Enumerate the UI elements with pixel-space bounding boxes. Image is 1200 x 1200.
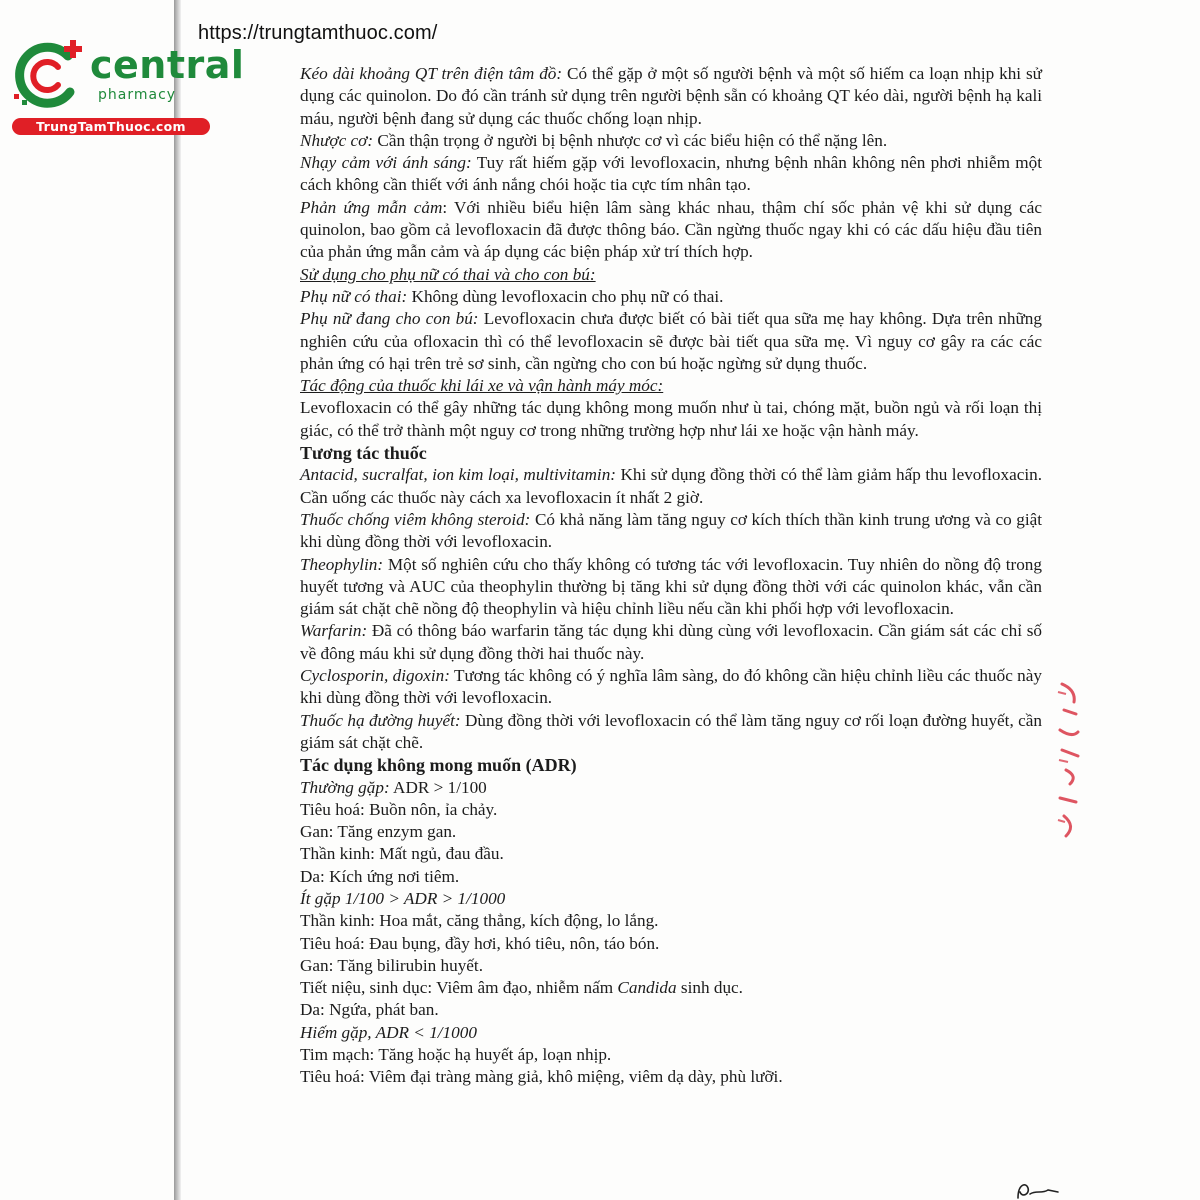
hypoglycemic-text: Dùng đồng thời với levofloxacin có thể làm tăng nguy cơ rối loạn đường huyết, cần giám sát chặt chẽ. <box>300 710 1042 752</box>
common-heading <box>300 777 1042 799</box>
cyclosporin-title: Cyclosporin, digoxin: <box>300 666 450 686</box>
qt-title: Kéo dài khoảng QT trên điện tâm đồ: <box>300 64 563 83</box>
pregnant-title: Phụ nữ có thai: <box>300 286 408 306</box>
list-item: Thần kinh: Mất ngủ, đau đầu. <box>300 844 504 864</box>
nursing-text: Levofloxacin chưa được biết có bài tiết qua sữa mẹ hay không. Dựa trên những nghiên cứu của ofloxacin thì có thể levofloxacin sẽ được bài tiết qua sữa mẹ. Vì nguy cơ gây ra các các phản ứng có hại trên trẻ sơ sinh, cần ngừng cho con bú hoặc ngừng sử dụng thuốc. <box>300 309 1042 373</box>
para-cyclosporin <box>300 665 1042 710</box>
logo-word: central <box>90 43 245 87</box>
common-text: ADR > 1/100 <box>389 777 487 797</box>
central-pharmacy-logo[interactable] <box>8 36 245 136</box>
pregnancy-heading: Sử dụng cho phụ nữ có thai và cho con bú: <box>300 264 596 284</box>
cyclosporin-text: Tương tác không có ý nghĩa lâm sàng, do đó không cần hiệu chỉnh liều các thuốc này khi dùng đồng thời với levofloxacin. <box>300 666 1042 708</box>
para-nursing <box>300 308 1042 375</box>
genito-prefix: Tiết niệu, sinh dục: Viêm âm đạo, nhiễm nấm <box>300 978 618 998</box>
list-item: Tim mạch: Tăng hoặc hạ huyết áp, loạn nhịp. <box>300 1045 612 1065</box>
nursing-title: Phụ nữ đang cho con bú: <box>300 309 479 329</box>
common-title: Thường gặp: <box>300 777 390 797</box>
red-stamp-mark <box>1056 680 1082 840</box>
para-antacid <box>300 464 1042 509</box>
list-item: Tiêu hoá: Viêm đại tràng màng giả, khô miệng, viêm dạ dày, phù lưỡi. <box>300 1067 783 1087</box>
list-item: Thần kinh: Hoa mắt, căng thẳng, kích động, lo lắng. <box>300 911 659 931</box>
source-url[interactable]: https://trungtamthuoc.com/ <box>198 22 438 44</box>
warfarin-title: Warfarin: <box>300 621 368 641</box>
driving-heading: Tác động của thuốc khi lái xe và vận hành máy móc: <box>300 376 664 396</box>
list-item: Da: Kích ứng nơi tiêm. <box>300 866 460 886</box>
light-title: Nhạy cảm với ánh sáng: <box>300 153 472 173</box>
nsaid-text: Có khả năng làm tăng nguy cơ kích thích thần kinh trung ương và co giật khi dùng đồng thời với levofloxacin. <box>300 509 1042 552</box>
para-allergy <box>300 197 1042 264</box>
list-item: Tiêu hoá: Đau bụng, đầy hơi, khó tiêu, nôn, táo bón. <box>300 933 660 953</box>
qt-text: Có thể gặp ở một số người bệnh và một số hiếm ca loạn nhịp khi sử dụng các quinolon. Do đó cần tránh sử dụng trên người bệnh sẵn có khoảng QT kéo dài, người bệnh hạ kali máu, người bệnh đang sử dụng các thuốc chống loạn nhịp. <box>300 64 1042 128</box>
para-theophylin <box>300 554 1042 621</box>
para-nsaid <box>300 509 1042 554</box>
allergy-text: : Với nhiều biểu hiện lâm sàng khác nhau, thậm chí sốc phản vệ khi sử dụng các quinolon, bao gồm cả levofloxacin đã được thông báo. Cần ngừng thuốc ngay khi có các dấu hiệu đầu tiên của phản ứng mẫn cảm và áp dụng các biện pháp xử trí thích hợp. <box>300 197 1042 262</box>
nsaid-title: Thuốc chống viêm không steroid: <box>300 509 531 529</box>
driving-text: Levofloxacin có thể gây những tác dụng không mong muốn như ù tai, chóng mặt, buồn ngủ và rối loạn thị giác, có thể trở thành một nguy cơ trong những trường hợp như lái xe hoặc vận hành máy. <box>300 398 1042 440</box>
list-item-genito <box>300 977 1042 999</box>
para-pregnant <box>300 286 1042 308</box>
para-qt <box>300 63 1042 130</box>
warfarin-text: Đã có thông báo warfarin tăng tác dụng khi dùng cùng với levofloxacin. Cần giám sát các chỉ số về đông máu khi sử dụng đồng thời hai thuốc này. <box>300 621 1042 663</box>
muscle-text: Cần thận trọng ở người bị bệnh nhược cơ vì các biểu hiện có thể nặng lên. <box>373 130 888 150</box>
antacid-title: Antacid, sucralfat, ion kim loại, multivitamin: <box>300 465 617 485</box>
logo-banner: TrungTamThuoc.com <box>12 118 210 135</box>
list-item: Tiêu hoá: Buồn nôn, ỉa chảy. <box>300 799 498 819</box>
interactions-heading: Tương tác thuốc <box>300 443 427 464</box>
muscle-title: Nhược cơ: <box>300 130 374 150</box>
pharmacy-cross-icon <box>8 36 90 116</box>
binding-edge <box>174 0 181 1200</box>
genito-suffix: sinh dục. <box>676 978 743 998</box>
list-item: Da: Ngứa, phát ban. <box>300 1000 439 1020</box>
hypoglycemic-title: Thuốc hạ đường huyết: <box>300 710 461 730</box>
theophylin-title: Theophylin: <box>300 554 384 574</box>
rare-heading: Hiếm gặp, ADR < 1/1000 <box>300 1022 477 1042</box>
light-text: Tuy rất hiếm gặp với levofloxacin, nhưng bệnh nhân không nên phơi nhiễm một cách không cần thiết với ánh nắng chói hoặc tia cực tím nhân tạo. <box>300 153 1042 195</box>
signature-mark <box>1012 1176 1062 1200</box>
para-muscle <box>300 130 1042 152</box>
list-item: Gan: Tăng bilirubin huyết. <box>300 955 483 975</box>
antacid-text: Khi sử dụng đồng thời có thể làm giảm hấp thu levofloxacin. Cần uống các thuốc này cách xa levofloxacin ít nhất 2 giờ. <box>300 465 1042 507</box>
uncommon-heading: Ít gặp 1/100 > ADR > 1/1000 <box>300 888 506 908</box>
allergy-title: Phản ứng mẫn cảm <box>300 197 443 217</box>
para-warfarin <box>300 620 1042 665</box>
para-hypoglycemic <box>300 710 1042 755</box>
pregnant-text: Không dùng levofloxacin cho phụ nữ có thai. <box>407 286 724 306</box>
para-light <box>300 152 1042 197</box>
adr-heading: Tác dụng không mong muốn (ADR) <box>300 755 577 776</box>
logo-subtitle: pharmacy <box>98 87 177 103</box>
list-item: Gan: Tăng enzym gan. <box>300 822 457 842</box>
theophylin-text: Một số nghiên cứu cho thấy không có tương tác với levofloxacin. Tuy nhiên do nồng độ trong huyết tương và AUC của theophylin thường bị tăng khi sử dụng đồng thời với các quinolon khác, vẫn cần giám sát chặt chẽ nồng độ theophylin và hiệu chỉnh liều nếu cần khi phối hợp với levofloxacin. <box>300 554 1042 619</box>
genito-italic: Candida <box>617 978 677 998</box>
document-body <box>300 63 1042 1089</box>
